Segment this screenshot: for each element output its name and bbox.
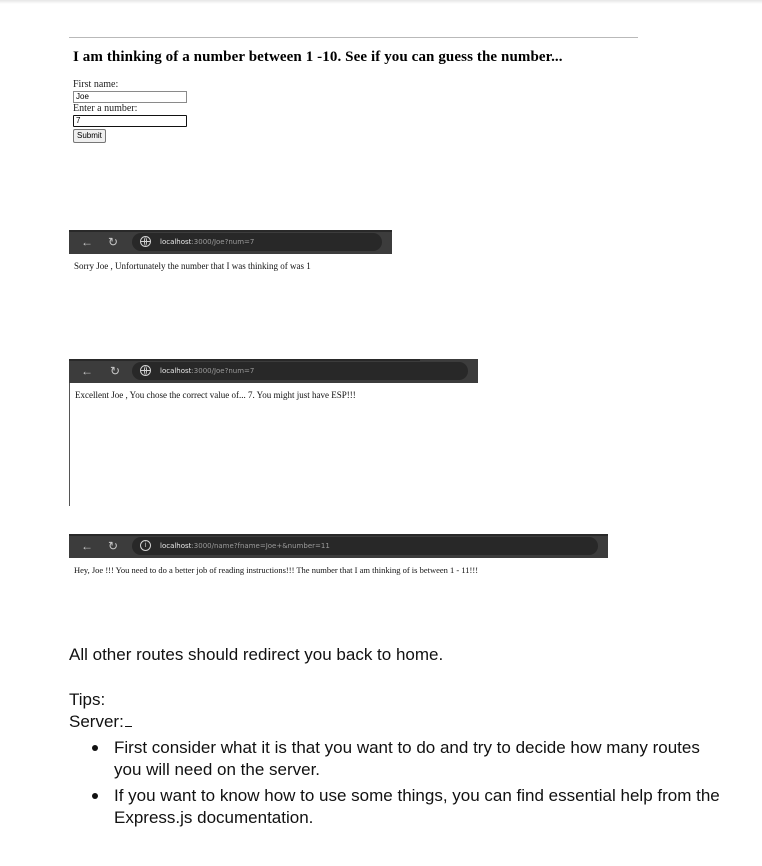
address-bar[interactable] [132, 233, 382, 251]
reload-icon[interactable]: ↻ [110, 364, 121, 378]
address-bar[interactable] [132, 537, 598, 555]
list-item: First consider what it is that you want to do and try to decide how many routes you will need on the server. [69, 737, 729, 781]
reload-icon[interactable]: ↻ [108, 235, 119, 249]
back-arrow-icon[interactable]: ← [81, 364, 93, 378]
tips-heading: Tips: [69, 690, 106, 709]
back-arrow-icon[interactable]: ← [81, 539, 93, 553]
address-url: localhost:3000/name?fname=Joe+&number=11 [160, 542, 330, 550]
submit-button[interactable]: Submit [73, 129, 106, 143]
number-label: Enter a number: [73, 103, 138, 114]
redirect-note: All other routes should redirect you back to home. [69, 645, 444, 664]
number-input[interactable]: 7 [73, 115, 187, 127]
response-message-3: Hey, Joe !!! You need to do a better job of reading instructions!!! The number that I am thinking of is between 1 - 11!!! [74, 565, 479, 575]
text-cursor [125, 726, 132, 727]
server-heading: Server: [69, 712, 132, 732]
tips-list [69, 737, 729, 833]
reload-icon[interactable]: ↻ [108, 539, 119, 553]
address-url: localhost:3000/Joe?num=7 [160, 367, 255, 375]
response-message-1: Sorry Joe , Unfortunately the number that I was thinking of was 1 [74, 261, 311, 271]
page-heading: I am thinking of a number between 1 -10. See if you can guess the number... [73, 49, 563, 65]
list-item: If you want to know how to use some things, you can find essential help from the Express.js documentation. [69, 785, 729, 829]
info-icon [140, 540, 151, 551]
bullet-icon [92, 745, 98, 751]
browser-toolbar-2 [69, 359, 478, 383]
bullet-icon [92, 793, 98, 799]
browser-toolbar-1 [69, 230, 392, 254]
horizontal-rule [69, 37, 638, 38]
first-name-label: First name: [73, 79, 119, 90]
top-edge-shadow [0, 0, 762, 4]
page-frame-edge [69, 383, 70, 506]
back-arrow-icon[interactable]: ← [81, 235, 93, 249]
address-bar[interactable] [132, 362, 468, 380]
first-name-input[interactable]: Joe [73, 91, 187, 103]
browser-toolbar-3 [69, 534, 608, 558]
globe-icon [140, 365, 151, 376]
globe-icon [140, 236, 151, 247]
address-url: localhost:3000/Joe?num=7 [160, 238, 255, 246]
response-message-2: Excellent Joe , You chose the correct value of... 7. You might just have ESP!!! [75, 390, 356, 400]
